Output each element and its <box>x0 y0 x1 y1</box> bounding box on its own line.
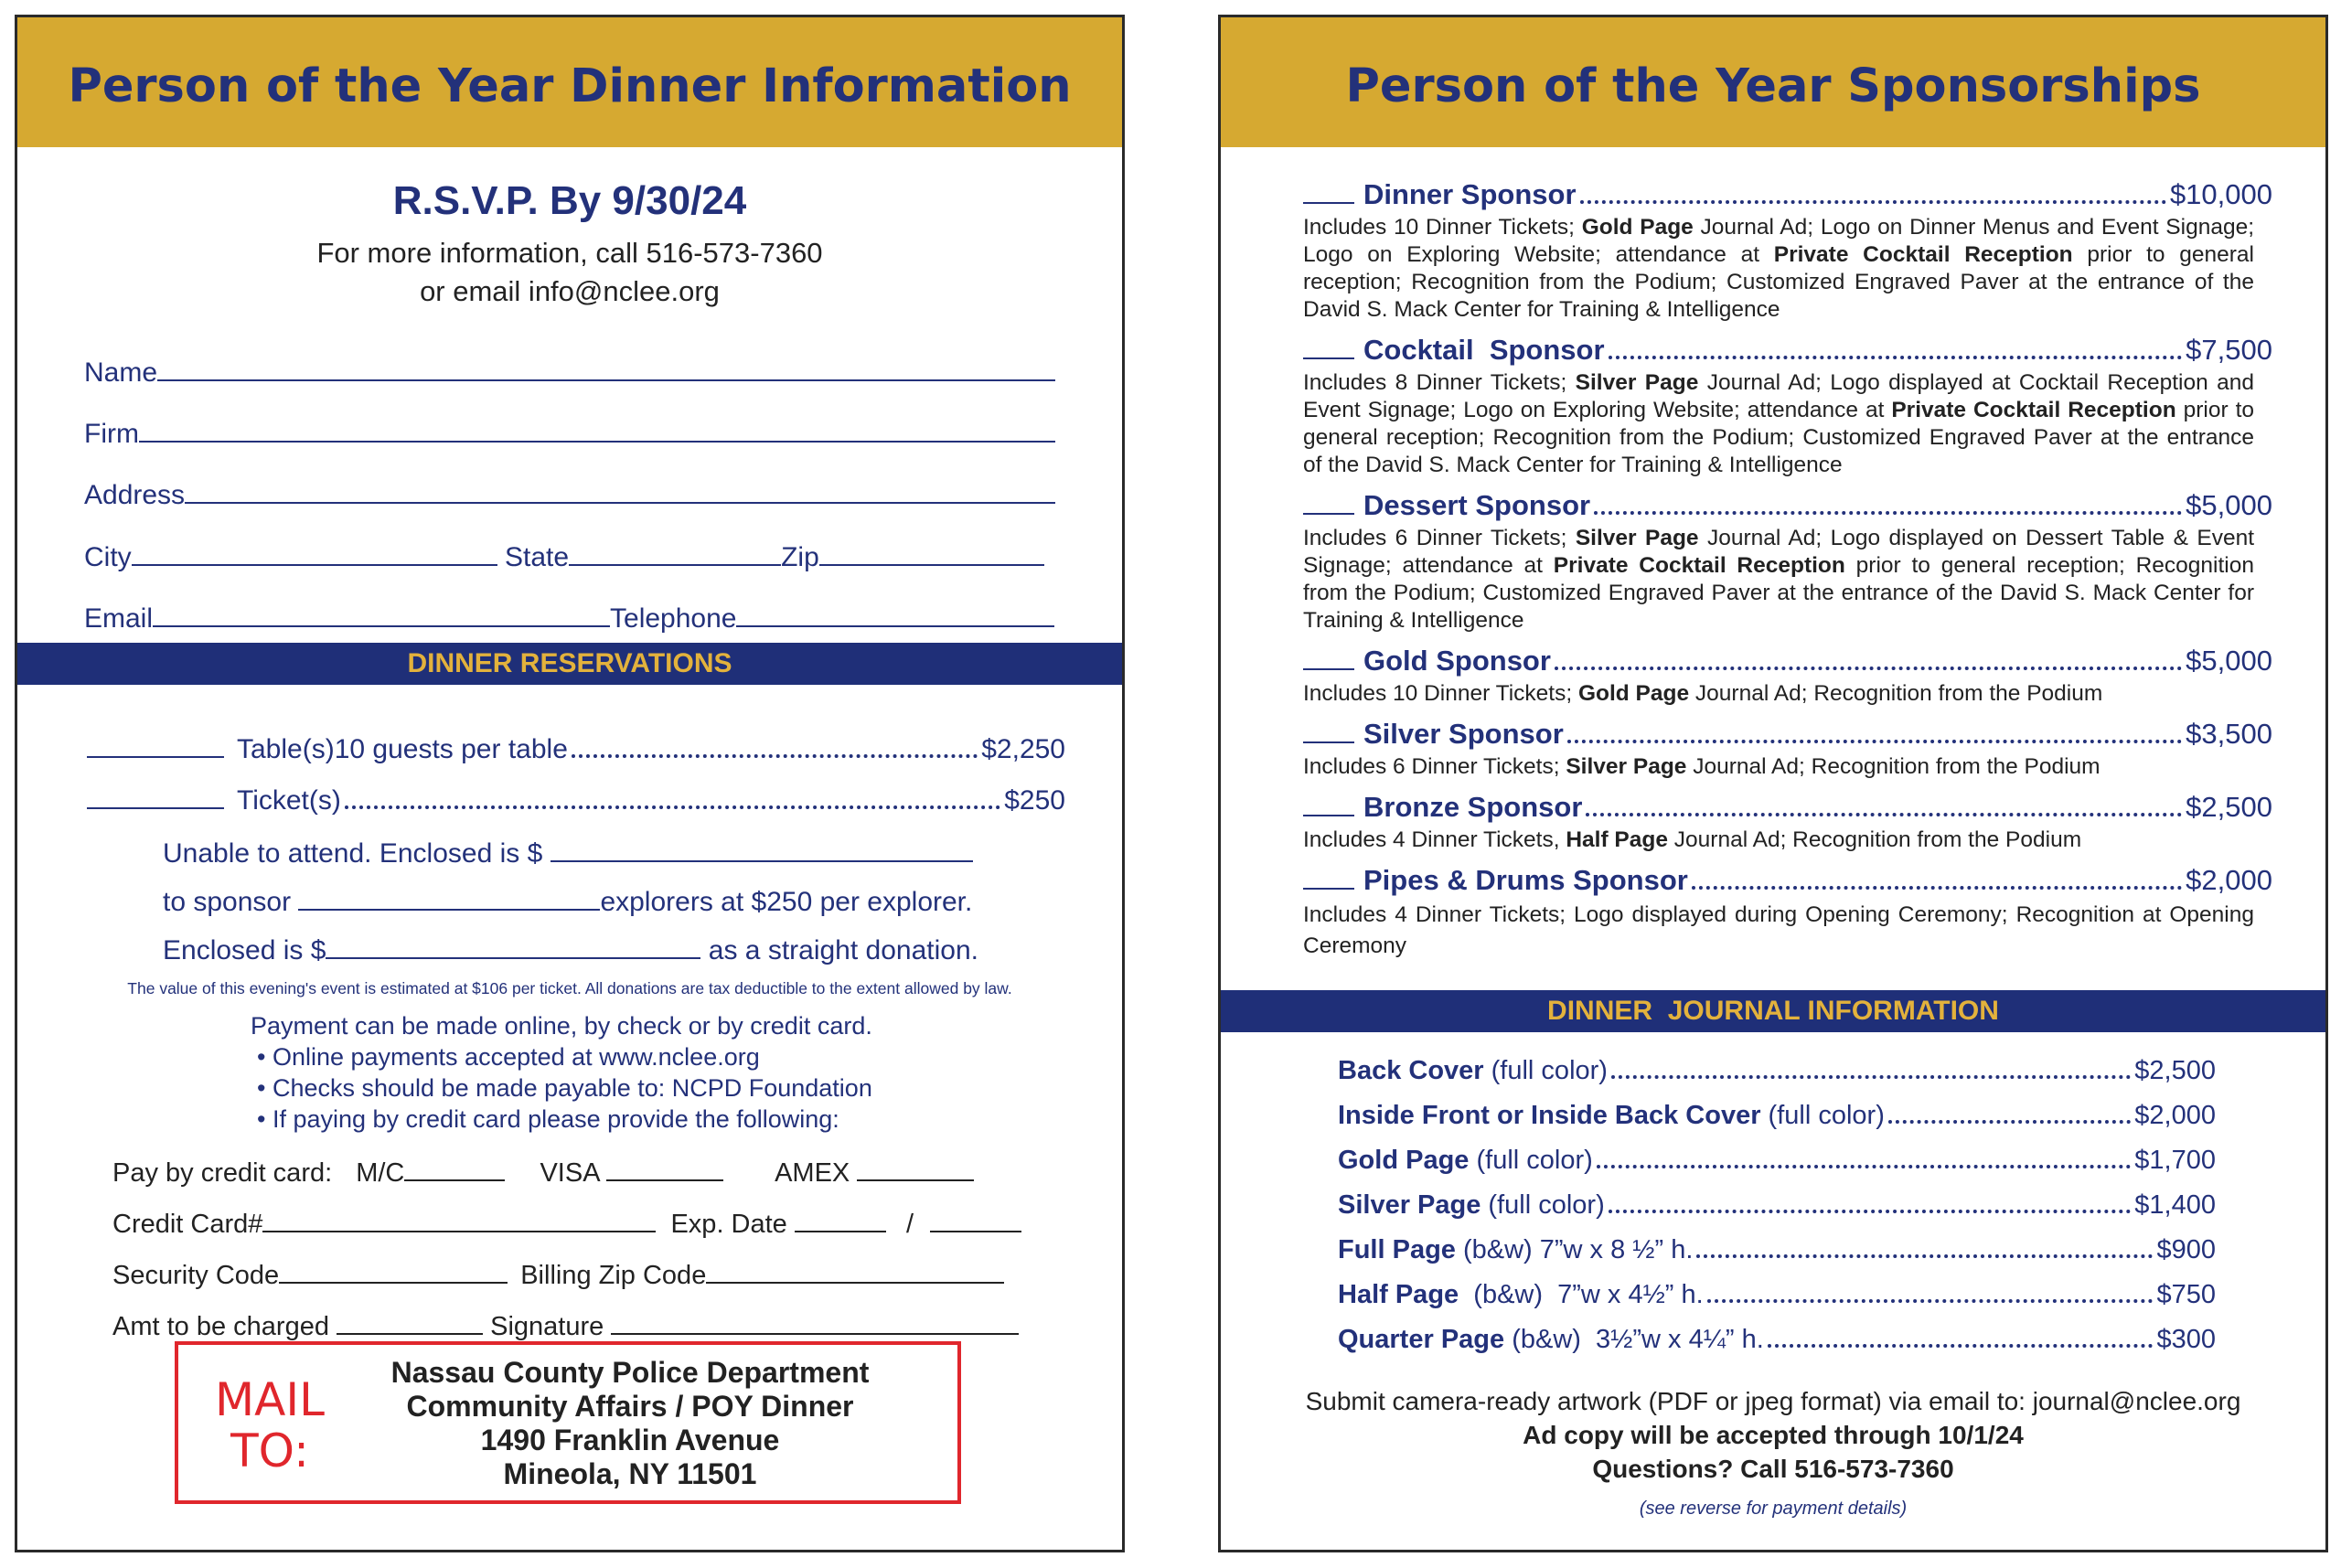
sponsor-explorers-row[interactable] <box>163 883 972 918</box>
amex-line[interactable] <box>857 1154 974 1181</box>
journal-gold-page-detail: (full color) <box>1469 1146 1593 1175</box>
sponsor-pipes-drums-name: Pipes & Drums Sponsor <box>1363 864 1688 896</box>
journal-gold-page[interactable] <box>1338 1146 2216 1176</box>
tickets-row[interactable] <box>87 782 1065 816</box>
sponsor-bronze-check[interactable] <box>1303 815 1354 816</box>
mail-line-2: Community Affairs / POY Dinner <box>406 1390 854 1423</box>
mailing-address <box>356 1356 904 1491</box>
security-row[interactable] <box>112 1256 1004 1291</box>
journal-quarter-page[interactable] <box>1338 1325 2216 1355</box>
zip-label: Zip <box>781 542 819 572</box>
mail-to-label <box>206 1374 334 1477</box>
name-line[interactable] <box>157 354 1055 381</box>
state-label: State <box>505 542 570 572</box>
sponsor-cocktail-dots <box>1609 356 2183 359</box>
sponsor-gold-name: Gold Sponsor <box>1363 645 1551 677</box>
enclosed-label: Enclosed is $ <box>163 935 326 965</box>
sponsor-dessert-check[interactable] <box>1303 513 1354 515</box>
amex-label: AMEX <box>775 1158 850 1188</box>
journal-inside-cover[interactable] <box>1338 1101 2216 1131</box>
sponsor-silver-price: $3,500 <box>2186 718 2272 750</box>
sponsor-pipes-drums-price: $2,000 <box>2186 864 2272 896</box>
to-label: TO: <box>230 1424 309 1477</box>
journal-inside-cover-detail: (full color) <box>1760 1101 1885 1130</box>
mc-line[interactable] <box>404 1154 505 1181</box>
state-line[interactable] <box>569 539 781 566</box>
security-code-label: Security Code <box>112 1261 280 1290</box>
see-reverse-note: (see reverse for payment details) <box>1639 1499 1908 1519</box>
journal-silver-page[interactable] <box>1338 1190 2216 1221</box>
firm-field[interactable] <box>84 415 1055 450</box>
sponsor-cocktail-name: Cocktail Sponsor <box>1363 334 1605 366</box>
email-label: Email <box>84 603 154 634</box>
email-line[interactable] <box>153 600 610 627</box>
city-label: City <box>84 542 132 572</box>
journal-silver-page-price: $1,400 <box>2134 1190 2216 1220</box>
sponsor-cocktail-check[interactable] <box>1303 357 1354 359</box>
tickets-price: $250 <box>1004 785 1065 816</box>
sponsor-gold-price: $5,000 <box>2186 645 2272 677</box>
left-title: Person of the Year Dinner Information <box>68 59 1072 113</box>
journal-header: DINNER JOURNAL INFORMATION <box>1547 996 1999 1026</box>
journal-full-page-detail: (b&w) 7”w x 8 ½” h. <box>1455 1235 1694 1264</box>
card-number-line[interactable] <box>262 1205 656 1232</box>
amount-signature-row[interactable] <box>112 1307 1019 1342</box>
sponsor-pipes-drums-check[interactable] <box>1303 888 1354 890</box>
journal-inside-cover-price: $2,000 <box>2134 1101 2216 1130</box>
explorers-label: explorers at $250 per explorer. <box>600 887 973 917</box>
reservations-header: DINNER RESERVATIONS <box>407 648 732 678</box>
sponsor-silver-check[interactable] <box>1303 741 1354 743</box>
journal-quarter-page-name: Quarter Page <box>1338 1325 1505 1354</box>
sponsor-gold[interactable] <box>1303 645 2272 677</box>
tables-row[interactable] <box>87 731 1065 765</box>
journal-back-cover-name: Back Cover <box>1338 1056 1484 1085</box>
right-title-banner <box>1221 17 2325 147</box>
visa-line[interactable] <box>606 1154 723 1181</box>
amount-line[interactable] <box>337 1307 483 1335</box>
mc-label: M/C <box>356 1158 405 1188</box>
submit-artwork: Submit camera-ready artwork (PDF or jpeg format) via email to: journal@nclee.org <box>1305 1387 2241 1415</box>
journal-quarter-page-price: $300 <box>2156 1325 2216 1354</box>
mail-line-3: 1490 Franklin Avenue <box>480 1424 780 1456</box>
exp-year-line[interactable] <box>930 1205 1021 1232</box>
journal-silver-page-name: Silver Page <box>1338 1190 1481 1220</box>
mail-to-box <box>175 1341 961 1504</box>
journal-header-bar <box>1221 990 2325 1032</box>
address-line[interactable] <box>185 476 1055 504</box>
amount-label: Amt to be charged <box>112 1312 329 1341</box>
exp-date-label: Exp. Date <box>670 1210 787 1239</box>
pay-by-label: Pay by credit card: <box>112 1158 333 1188</box>
sponsor-dinner-desc: Includes 10 Dinner Tickets; Gold Page Journal Ad; Logo on Dinner Menus and Event Signage; Logo on Exploring Website; attendance at Private Cocktail Reception prior to general reception; Recognition from the Podium; Customized Engraved Paver at the entrance of the David S. Mack Center for Training & Intelligence <box>1303 215 2254 322</box>
payment-check: • Checks should be made payable to: NCPD Foundation <box>257 1074 872 1102</box>
visa-label: VISA <box>540 1158 599 1188</box>
journal-half-page-name: Half Page <box>1338 1280 1459 1309</box>
unable-amount-line[interactable] <box>551 835 973 862</box>
sponsor-cocktail-desc: Includes 8 Dinner Tickets; Silver Page Journal Ad; Logo displayed at Cocktail Reception and Event Signage; Logo on Exploring Website; attendance at Private Cocktail Reception prior to general reception; Recognition from the Podium; Customized Engraved Paver at the entrance of the David S. Mack Center for Training & Intelligence <box>1303 370 2254 477</box>
tables-label: Table(s)10 guests per table <box>237 734 568 764</box>
journal-half-page-price: $750 <box>2156 1280 2216 1309</box>
tables-dots <box>572 754 978 758</box>
sponsor-dinner[interactable] <box>1303 178 2272 211</box>
sponsor-dessert-desc: Includes 6 Dinner Tickets; Silver Page Journal Ad; Logo displayed on Dessert Table & Event Signage; attendance at Private Cocktail Reception prior to general reception; Recognition from the Podium; Customized Engraved Paver at the entrance of the David S. Mack Center for Training & Intelligence <box>1303 526 2255 633</box>
card-number-label: Credit Card# <box>112 1210 263 1239</box>
telephone-line[interactable] <box>736 600 1054 627</box>
tickets-quantity-line[interactable] <box>87 782 224 809</box>
questions-phone: Questions? Call 516-573-7360 <box>1592 1455 1954 1483</box>
journal-silver-page-detail: (full color) <box>1480 1190 1605 1220</box>
journal-quarter-page-detail: (b&w) 3½”w x 4¼” h. <box>1504 1325 1764 1354</box>
journal-gold-page-price: $1,700 <box>2134 1146 2216 1175</box>
sponsor-dessert-price: $5,000 <box>2186 489 2272 521</box>
journal-full-page[interactable] <box>1338 1235 2216 1265</box>
journal-full-page-name: Full Page <box>1338 1235 1456 1264</box>
payment-credit: • If paying by credit card please provide the following: <box>257 1105 839 1133</box>
payment-online: • Online payments accepted at www.nclee.org <box>257 1043 760 1071</box>
journal-back-cover[interactable] <box>1338 1056 2216 1086</box>
reservations-header-bar <box>17 643 1122 685</box>
telephone-label: Telephone <box>610 603 737 634</box>
sponsor-gold-dots <box>1555 667 2182 670</box>
sponsor-dessert[interactable] <box>1303 489 2272 522</box>
sponsor-dinner-dots <box>1580 200 2166 204</box>
card-number-row[interactable] <box>112 1205 1021 1240</box>
unable-label: Unable to attend. Enclosed is $ <box>163 838 543 869</box>
exp-slash: / <box>905 1210 914 1239</box>
donation-amount-line[interactable] <box>326 932 700 959</box>
sponsor-silver-name: Silver Sponsor <box>1363 718 1564 750</box>
zip-line[interactable] <box>819 539 1044 566</box>
info-email: or email info@nclee.org <box>420 275 720 307</box>
sponsor-dinner-name: Dinner Sponsor <box>1363 178 1577 210</box>
sponsor-pipes-drums-desc: Includes 4 Dinner Tickets; Logo displayed during Opening Ceremony; Recognition at Opening Ceremony <box>1303 902 2254 958</box>
mail-line-1: Nassau County Police Department <box>390 1356 870 1389</box>
journal-back-cover-detail: (full color) <box>1483 1056 1608 1085</box>
explorers-count-line[interactable] <box>298 883 600 911</box>
sponsor-bronze-desc: Includes 4 Dinner Tickets, Half Page Journal Ad; Recognition from the Podium <box>1303 827 2082 852</box>
journal-back-cover-price: $2,500 <box>2134 1056 2216 1085</box>
dinner-information-panel <box>15 15 1125 1552</box>
card-type-row[interactable] <box>112 1154 974 1189</box>
journal-half-page[interactable] <box>1338 1280 2216 1310</box>
sponsor-dessert-dots <box>1594 511 2182 515</box>
right-title: Person of the Year Sponsorships <box>1345 59 2201 113</box>
billing-zip-line[interactable] <box>706 1256 1004 1284</box>
sponsor-bronze-price: $2,500 <box>2186 791 2272 823</box>
sponsor-cocktail-price: $7,500 <box>2186 334 2272 366</box>
donation-label: as a straight donation. <box>708 935 978 965</box>
tickets-dots <box>345 805 1000 809</box>
sponsor-gold-desc: Includes 10 Dinner Tickets; Gold Page Journal Ad; Recognition from the Podium <box>1303 681 2103 706</box>
name-field[interactable] <box>84 354 1055 389</box>
info-phone: For more information, call 516-573-7360 <box>316 237 823 269</box>
tickets-label: Ticket(s) <box>237 785 341 816</box>
firm-label: Firm <box>84 419 139 449</box>
sponsor-silver-dots <box>1567 740 2182 743</box>
signature-line[interactable] <box>611 1307 1019 1335</box>
sponsor-silver[interactable] <box>1303 718 2272 751</box>
firm-line[interactable] <box>139 415 1055 443</box>
sponsor-cocktail[interactable] <box>1303 334 2272 367</box>
mail-line-4: Mineola, NY 11501 <box>503 1457 757 1490</box>
sponsor-pipes-drums[interactable] <box>1303 864 2272 897</box>
payment-info <box>251 1010 872 1135</box>
sponsor-bronze[interactable] <box>1303 791 2272 824</box>
journal-inside-cover-name: Inside Front or Inside Back Cover <box>1338 1101 1761 1130</box>
to-sponsor-label: to sponsor <box>163 887 292 917</box>
city-line[interactable] <box>132 539 497 566</box>
sponsor-dessert-name: Dessert Sponsor <box>1363 489 1591 521</box>
exp-month-line[interactable] <box>795 1205 886 1232</box>
ad-deadline: Ad copy will be accepted through 10/1/24 <box>1523 1421 2024 1449</box>
journal-gold-page-name: Gold Page <box>1338 1146 1470 1175</box>
sponsor-gold-check[interactable] <box>1303 668 1354 670</box>
unable-to-attend-row[interactable] <box>163 835 973 869</box>
sponsor-bronze-dots <box>1586 813 2182 816</box>
sponsor-dinner-price: $10,000 <box>2169 178 2272 210</box>
journal-half-page-detail: (b&w) 7”w x 4½” h. <box>1459 1280 1704 1309</box>
tables-price: $2,250 <box>981 734 1065 764</box>
left-title-banner <box>17 17 1122 147</box>
billing-zip-label: Billing Zip Code <box>520 1261 707 1290</box>
sponsor-dinner-check[interactable] <box>1303 202 1354 204</box>
mail-label: MAIL <box>215 1373 325 1426</box>
name-label: Name <box>84 357 158 388</box>
email-telephone-row[interactable] <box>84 600 1054 635</box>
sponsor-silver-desc: Includes 6 Dinner Tickets; Silver Page Journal Ad; Recognition from the Podium <box>1303 754 2100 779</box>
sponsor-pipes-drums-dots <box>1692 886 2182 890</box>
address-field[interactable] <box>84 476 1055 511</box>
sponsorships-panel <box>1218 15 2328 1552</box>
city-state-zip-row[interactable] <box>84 539 1044 573</box>
value-note: The value of this evening's event is estimated at $106 per ticket. All donations are tax deductible to the extent allowed by law. <box>127 979 1012 997</box>
address-label: Address <box>84 480 186 510</box>
donation-row[interactable] <box>163 932 978 966</box>
journal-full-page-price: $900 <box>2156 1235 2216 1264</box>
security-code-line[interactable] <box>279 1256 508 1284</box>
sponsor-bronze-name: Bronze Sponsor <box>1363 791 1583 823</box>
signature-label: Signature <box>490 1312 604 1341</box>
rsvp-deadline: R.S.V.P. By 9/30/24 <box>392 178 747 223</box>
tables-quantity-line[interactable] <box>87 731 224 758</box>
payment-intro: Payment can be made online, by check or by credit card. <box>251 1012 872 1040</box>
